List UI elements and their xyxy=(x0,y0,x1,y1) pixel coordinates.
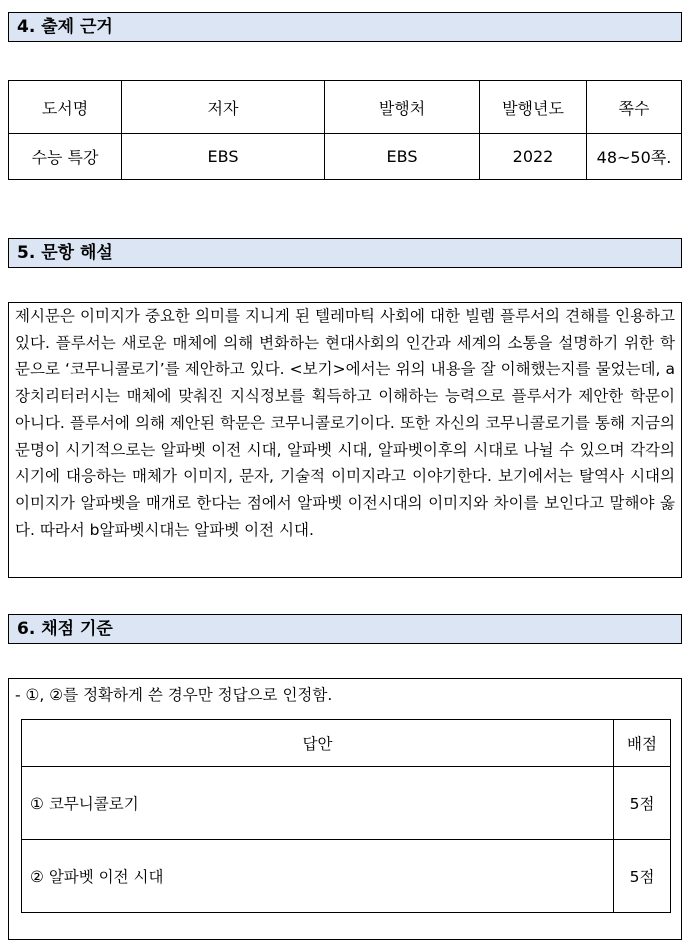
header-author: 저자 xyxy=(122,81,325,134)
score-1: 5점 xyxy=(614,767,671,840)
table-header-row xyxy=(22,720,671,767)
reference-table xyxy=(8,80,682,180)
grading-box xyxy=(8,678,682,940)
header-score: 배점 xyxy=(614,720,671,767)
explanation-text: 제시문은 이미지가 중요한 의미를 지니게 된 텔레마틱 사회에 대한 빌렘 플루서의 견해를 인용하고 있다. 플루서는 새로운 매체에 의해 변화하는 현대사회의 인간과 세계의 소통을 설명하기 위한 학문으로 ‘코무니콜로기’를 제안하고 있다. <보기>에서는 위의 내용을 잘 이해했는지를 물었는데, a장치리터러시는 매체에 맞춰진 지식정보를 획득하고 이해하는 능력으로 플루서가 제안한 학문이 아니다. 플루서에 의해 제안된 학문은 코무니콜로기이다. 또한 자신의 코무니콜로기를 통해 지금의 문명이 시기적으로는 알파벳 이전 시대, 알파벳 시대, 알파벳이후의 시대로 나뉠 수 있으며 각각의 시기에 대응하는 매체가 이미지, 문자, 기술적 이미지라고 이야기한다. 보기에서는 탈역사 시대의 이미지가 알파벳을 매개로 한다는 점에서 알파벳 이전시대의 이미지와 차이를 보인다고 말해야 옳다. 따라서 b알파벳시대는 알파벳 이전 시대. xyxy=(8,302,682,578)
table-row xyxy=(9,134,682,180)
header-answer: 답안 xyxy=(22,720,614,767)
answer-1: ① 코무니콜로기 xyxy=(22,767,614,840)
table-row xyxy=(22,840,671,913)
cell-year: 2022 xyxy=(480,134,587,180)
header-book-title: 도서명 xyxy=(9,81,122,134)
table-row xyxy=(22,767,671,840)
table-header-row xyxy=(9,81,682,134)
header-publisher: 발행처 xyxy=(325,81,480,134)
grading-note: - ①, ②를 정확하게 쓴 경우만 정답으로 인정함. xyxy=(15,686,333,704)
answer-2: ② 알파벳 이전 시대 xyxy=(22,840,614,913)
cell-author: EBS xyxy=(122,134,325,180)
score-2: 5점 xyxy=(614,840,671,913)
cell-publisher: EBS xyxy=(325,134,480,180)
section-4-header: 4. 출제 근거 xyxy=(8,12,682,42)
header-year: 발행년도 xyxy=(480,81,587,134)
section-5-header: 5. 문항 해설 xyxy=(8,238,682,268)
cell-book-title: 수능 특강 xyxy=(9,134,122,180)
answer-table xyxy=(21,719,671,913)
header-pages: 쪽수 xyxy=(587,81,682,134)
cell-pages: 48~50쪽. xyxy=(587,134,682,180)
section-6-header: 6. 채점 기준 xyxy=(8,614,682,644)
